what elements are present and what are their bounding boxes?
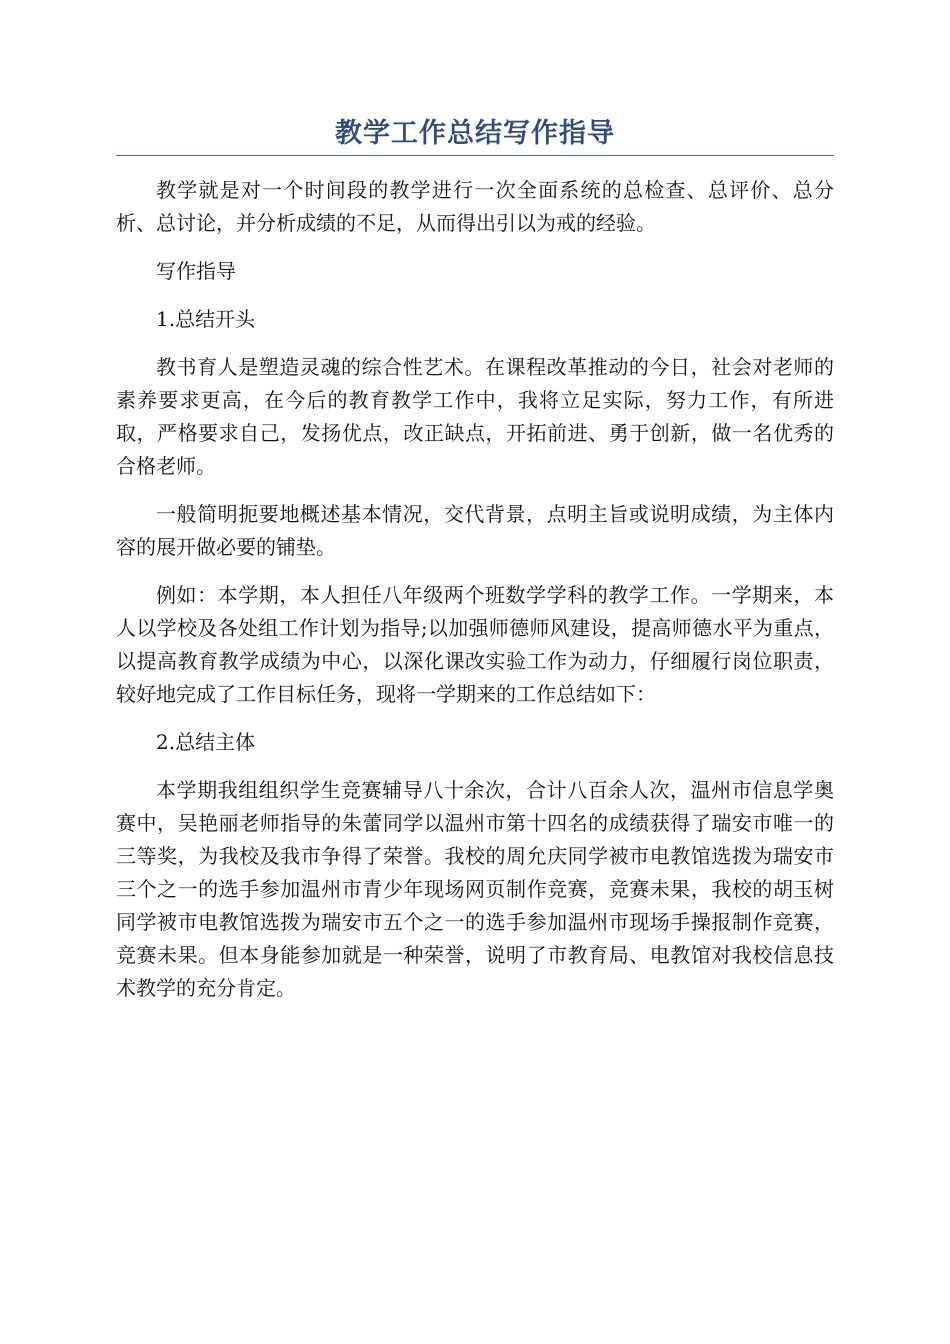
body-paragraph: 本学期我组组织学生竞赛辅导八十余次，合计八百余人次，温州市信息学奥赛中，吴艳丽老师指导的朱蕾同学以温州市第十四名的成绩获得了瑞安市唯一的三等奖，为我校及我市争得了荣誉。我校的周允庆同学被市电教馆选拨为瑞安市三个之一的选手参加温州市青少年现场网页制作竞赛，竞赛未果，我校的胡玉树同学被市电教馆选拨为瑞安市五个之一的选手参加温州市现场手操报制作竞赛，竞赛未果。但本身能参加就是一种荣誉，说明了市教育局、电教馆对我校信息技术教学的充分肯定。 <box>116 778 834 1000</box>
section-heading-body: 2.总结主体 <box>156 730 256 754</box>
intro-paragraph: 教学就是对一个时间段的教学进行一次全面系统的总检查、总评价、总分析、总讨论，并分析成绩的不足，从而得出引以为戒的经验。 <box>116 178 834 235</box>
section-heading-guide: 写作指导 <box>156 259 236 283</box>
example-paragraph: 例如：本学期，本人担任八年级两个班数学学科的教学工作。一学期来，本人以学校及各处组工作计划为指导;以加强师德师风建设，提高师德水平为重点，以提高教育教学成绩为中心，以深化课改实验工作为动力，仔细履行岗位职责，较好地完成了工作目标任务，现将一学期来的工作总结如下： <box>116 583 834 706</box>
title-underline <box>116 155 834 156</box>
opening-note-paragraph: 一般简明扼要地概述基本情况，交代背景，点明主旨或说明成绩，为主体内容的展开做必要的铺垫。 <box>116 502 834 559</box>
opening-paragraph: 教书育人是塑造灵魂的综合性艺术。在课程改革推动的今日，社会对老师的素养要求更高，在今后的教育教学工作中，我将立足实际，努力工作，有所进取，严格要求自己，发扬优点，改正缺点，开拓前进、勇于创新，做一名优秀的合格老师。 <box>116 355 834 478</box>
document-title: 教学工作总结写作指导 <box>335 118 615 149</box>
section-heading-opening: 1.总结开头 <box>156 307 256 331</box>
document-body <box>116 174 834 1005</box>
